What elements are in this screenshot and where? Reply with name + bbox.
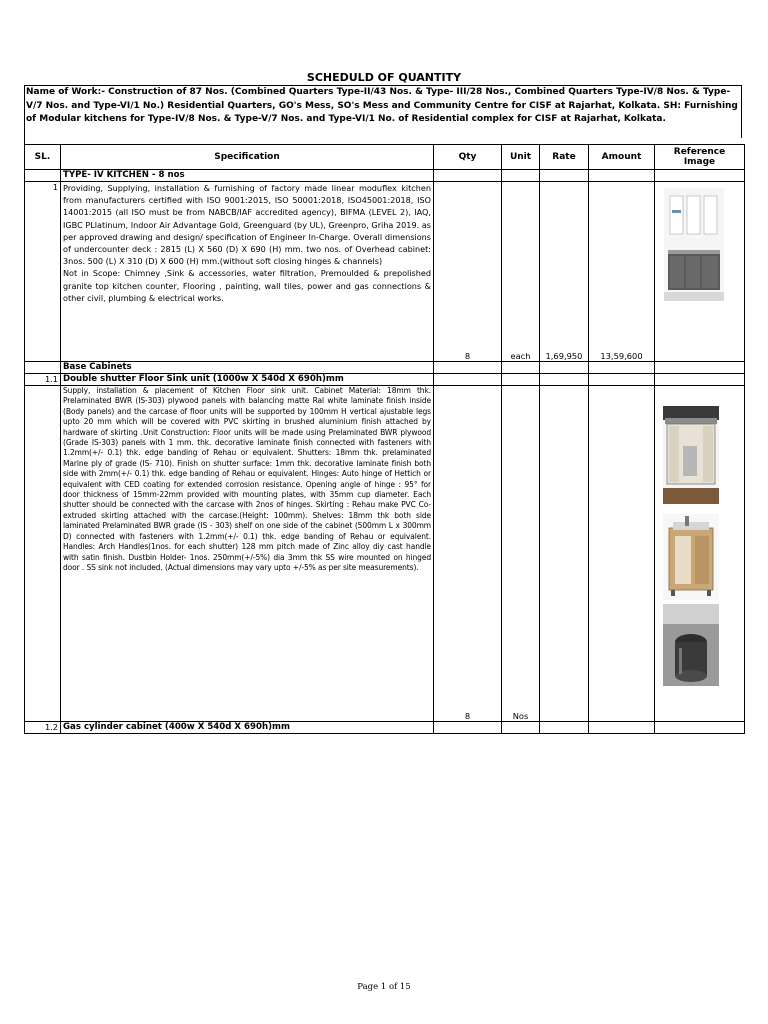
name-of-work: Name of Work:- Construction of 87 Nos. (Combined Quarters Type-II/43 Nos. & Type- III/28 Nos., Combined Quarters Type-IV/8 Nos. & Type-V/7 Nos. and Type-VI/1 No.) Residential Quarters, GO's Mess, SO's Mess and Community Centre for CISF at Rajarhat, Kolkata. SH: Furnishing of Modular kitchens for Type-IV/8 Nos. & Type-V/7 Nos. and Type-VI/1 No. of Residential complex for CISF at Rajarhat, Kolkata.: [24, 85, 742, 138]
header-image: Reference Image: [655, 145, 745, 170]
item-sl: 1.2: [25, 722, 61, 734]
reference-image-cell: [655, 386, 745, 722]
header-spec: Specification: [61, 145, 434, 170]
kitchen-photo-icon: [664, 188, 724, 301]
item-spec: Providing, Supplying, installation & furnishing of factory made linear moduflex kitchen from manufacturers certified with ISO 9001:2015, ISO 50001:2018, ISO45001:2018, ISO 14001:2015 (all ISO must be from NABCB/IAF accredited agency), BIFMA (LEVEL 2), IAQ, IGBC PLlatinum, Indoor Air Advantage Gold, Greenguard (by UL), Greenpro, Griha 2019. as per approved drawing and design/ specification of Engineer In-Charge. Overall dimensions of undercounter deck : 2815 (L) X 560 (D) X 690 (H) mm. two nos. of Overhead cabinet: 3nos. 500 (L) X 310 (D) X 600 (H) mm.(without soft closing hinges & channels) Not in Scope: Chimney ,Sink & accessories, water filtration, Premoulded & prepolished granite top kitchen counter, Flooring , painting, wall tiles, power and gas connections & other civil, plumbing & electrical works.: [61, 182, 434, 362]
item-unit: Nos: [502, 386, 540, 722]
table-row: [25, 170, 745, 182]
item-sl: 1.1: [25, 374, 61, 386]
page-footer: Page 1 of 15: [357, 982, 411, 992]
item-rate: 1,69,950: [540, 182, 589, 362]
header-amount: Amount: [589, 145, 655, 170]
table-row: [25, 722, 745, 734]
sink-unit-open-photo-icon: [663, 406, 719, 504]
item-sl: 1: [25, 182, 61, 362]
item-spec: Supply, installation & placement of Kitchen Floor sink unit. Cabinet Material: 18mm thk. Prelaminated BWR (IS-303) plywood panels with balancing matte Ral white laminate finish inside (Body panels) and the carcase of floor units will be supported by 100mm H vertical ajustable legs upto 20 mm which will be covered with PVC skirting in brushed aluminium finish attached by hardware of skirting .Unit Construction: Floor units will be made using Prelaminated BWR plywood (Grade IS-303) panels with 1 mm. thk. decorative laminate finish connected with fasteners with 1.2mm(+/- 0.1) thk. edge banding of Rehau or equivalent. Shutters: 18mm thk. prelaminated Marine ply of grade (IS- 710). Finish on shutter surface: 1mm thk. decorative laminate finish both side with 2mm(+/- 0.1) thk. edge banding of Rehau or equivalent. Hinges: Auto hinge of Hettich or equivalent with CED coating for extended corrosion resistance. Opening angle of hinge : 95° for door thickness of 15mm-22mm provided with mounting plates, with 35mm cup diameter. Each shutter should be connected with the carcase with 2nos of hinges. Skirting : Rehau make PVC Co-extruded skirting attached with the carcase.(Height: 100mm). Shelves: 18mm thk both side laminated Prelaminated BWR grade (IS - 303) shelf on one side of the cabinet (500mm L x 300mm D) connected with fasteners with 1.2mm(+/- 0.1) thk. edge banding of Rehau or equivalent. Handles: Arch Handles(1nos. for each shutter) 128 mm pitch made of Zinc alloy diy cast handle with satin finish. Dustbin Holder- 1nos. 250mm(+/-5%) dia 3mm thk SS wire mounted on hinged door . SS sink not included. (Actual dimensions may vary upto +/-5% as per site measurements).: [61, 386, 434, 722]
section-title: Base Cabinets: [61, 362, 434, 374]
item-qty: 8: [434, 386, 502, 722]
table-header-row: [25, 145, 745, 170]
item-qty: 8: [434, 182, 502, 362]
table-row: [25, 386, 745, 722]
header-unit: Unit: [502, 145, 540, 170]
dustbin-holder-photo-icon: [663, 604, 719, 686]
table-row: [25, 362, 745, 374]
table-row: [25, 374, 745, 386]
reference-image-cell: [655, 182, 745, 362]
document-title: SCHEDULD OF QUANTITY: [306, 71, 462, 84]
sink-cabinet-photo-icon: [663, 514, 719, 600]
header-sl: SL.: [25, 145, 61, 170]
item-title: Gas cylinder cabinet (400w X 540d X 690h)mm: [61, 722, 434, 734]
item-amount: 13,59,600: [589, 182, 655, 362]
item-title: Double shutter Floor Sink unit (1000w X 540d X 690h)mm: [61, 374, 434, 386]
section-title: TYPE- IV KITCHEN - 8 nos: [61, 170, 434, 182]
table-row: [25, 182, 745, 362]
quantity-table: [24, 144, 745, 734]
item-unit: each: [502, 182, 540, 362]
header-rate: Rate: [540, 145, 589, 170]
header-qty: Qty: [434, 145, 502, 170]
